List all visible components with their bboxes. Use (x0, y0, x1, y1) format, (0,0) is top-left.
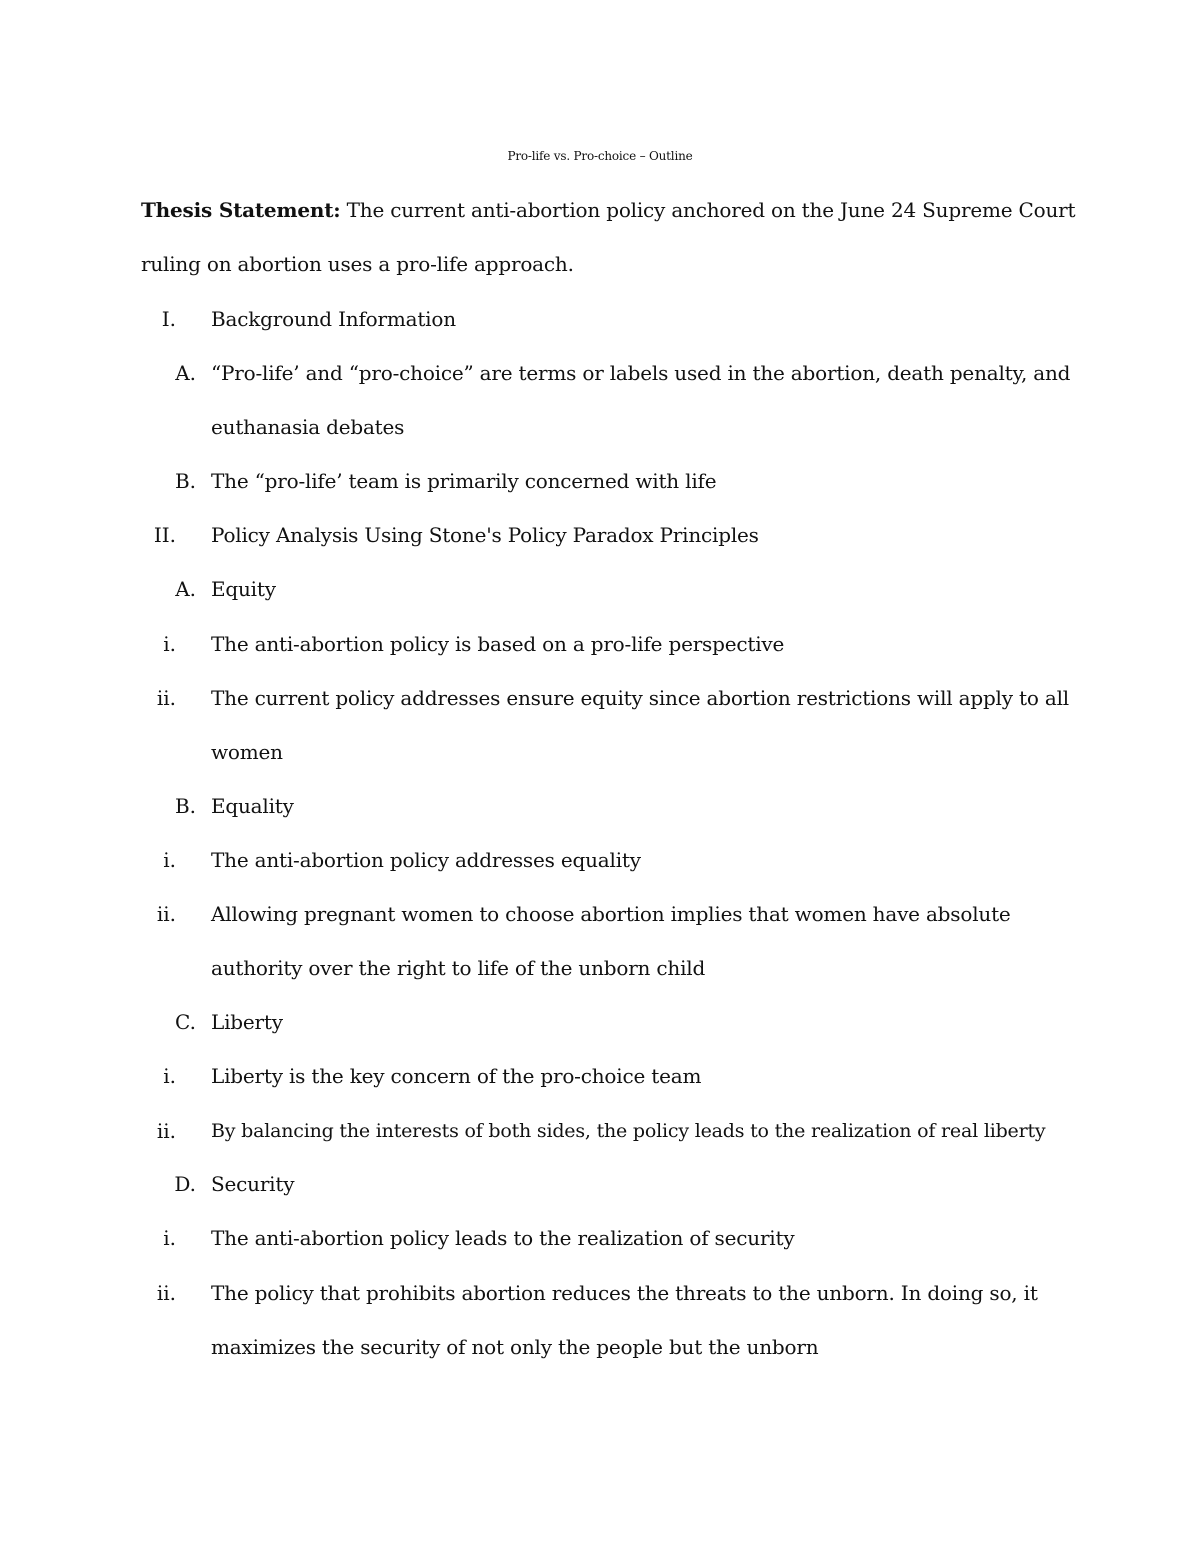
outline-marker-IID-i: i. (163, 1226, 176, 1250)
outline-marker-IIB-ii: ii. (156, 902, 176, 926)
thesis-text-2: ruling on abortion uses a pro-life approach. (141, 252, 574, 276)
outline-item-IIA-ii-line-1: The current policy addresses ensure equity since abortion restrictions will apply to all (211, 686, 1069, 710)
outline-item-IIB-ii-line-1: Allowing pregnant women to choose abortion implies that women have absolute (211, 902, 1011, 926)
outline-heading-liberty: Liberty (211, 1010, 283, 1034)
thesis-label: Thesis Statement: (141, 198, 341, 222)
outline-item-IB-line-1: The “pro-life’ team is primarily concerned with life (211, 469, 717, 493)
outline-item-IID-ii-line-1: The policy that prohibits abortion reduces the threats to the unborn. In doing so, it (211, 1281, 1038, 1305)
outline-heading-policy-analysis: Policy Analysis Using Stone's Policy Paradox Principles (211, 523, 759, 547)
outline-heading-equality: Equality (211, 794, 294, 818)
outline-item-IIC-ii: By balancing the interests of both sides, the policy leads to the realization of real liberty (211, 1120, 1046, 1142)
thesis-line-1 (141, 196, 1075, 224)
outline-item-IIC-i: Liberty is the key concern of the pro-choice team (211, 1064, 702, 1088)
outline-marker-IID-ii: ii. (156, 1281, 176, 1305)
outline-marker-I: I. (161, 307, 176, 331)
outline-item-IIA-ii-line-2: women (211, 740, 283, 764)
outline-marker-IIB-i: i. (163, 848, 176, 872)
outline-heading-security: Security (211, 1172, 295, 1196)
outline-item-IIB-ii-line-2: authority over the right to life of the unborn child (211, 956, 706, 980)
outline-marker-IID: D. (174, 1172, 196, 1196)
thesis-text-1: The current anti-abortion policy anchored on the June 24 Supreme Court (346, 198, 1076, 222)
outline-marker-IIA-i: i. (163, 632, 176, 656)
outline-item-IA-line-1: “Pro-life’ and “pro-choice” are terms or labels used in the abortion, death penalty, and (211, 361, 1071, 385)
outline-heading-equity: Equity (211, 577, 276, 601)
outline-marker-IIA: A. (175, 577, 196, 601)
outline-item-IIB-i: The anti-abortion policy addresses equality (211, 848, 641, 872)
outline-heading-background: Background Information (211, 307, 456, 331)
outline-marker-IIC-ii: ii. (156, 1119, 176, 1143)
outline-marker-II: II. (153, 523, 176, 547)
outline-item-IID-ii-line-2: maximizes the security of not only the people but the unborn (211, 1335, 819, 1359)
outline-marker-IA: A. (175, 361, 196, 385)
outline-marker-IB: B. (174, 469, 196, 493)
document-title: Pro-life vs. Pro-choice – Outline (507, 149, 693, 163)
outline-item-IIA-i: The anti-abortion policy is based on a pro-life perspective (211, 632, 785, 656)
outline-item-IA-line-2: euthanasia debates (211, 415, 405, 439)
outline-marker-IIC-i: i. (163, 1064, 176, 1088)
outline-marker-IIC: C. (175, 1010, 196, 1034)
outline-marker-IIB: B. (174, 794, 196, 818)
outline-item-IID-i: The anti-abortion policy leads to the realization of security (211, 1226, 795, 1250)
outline-marker-IIA-ii: ii. (156, 686, 176, 710)
